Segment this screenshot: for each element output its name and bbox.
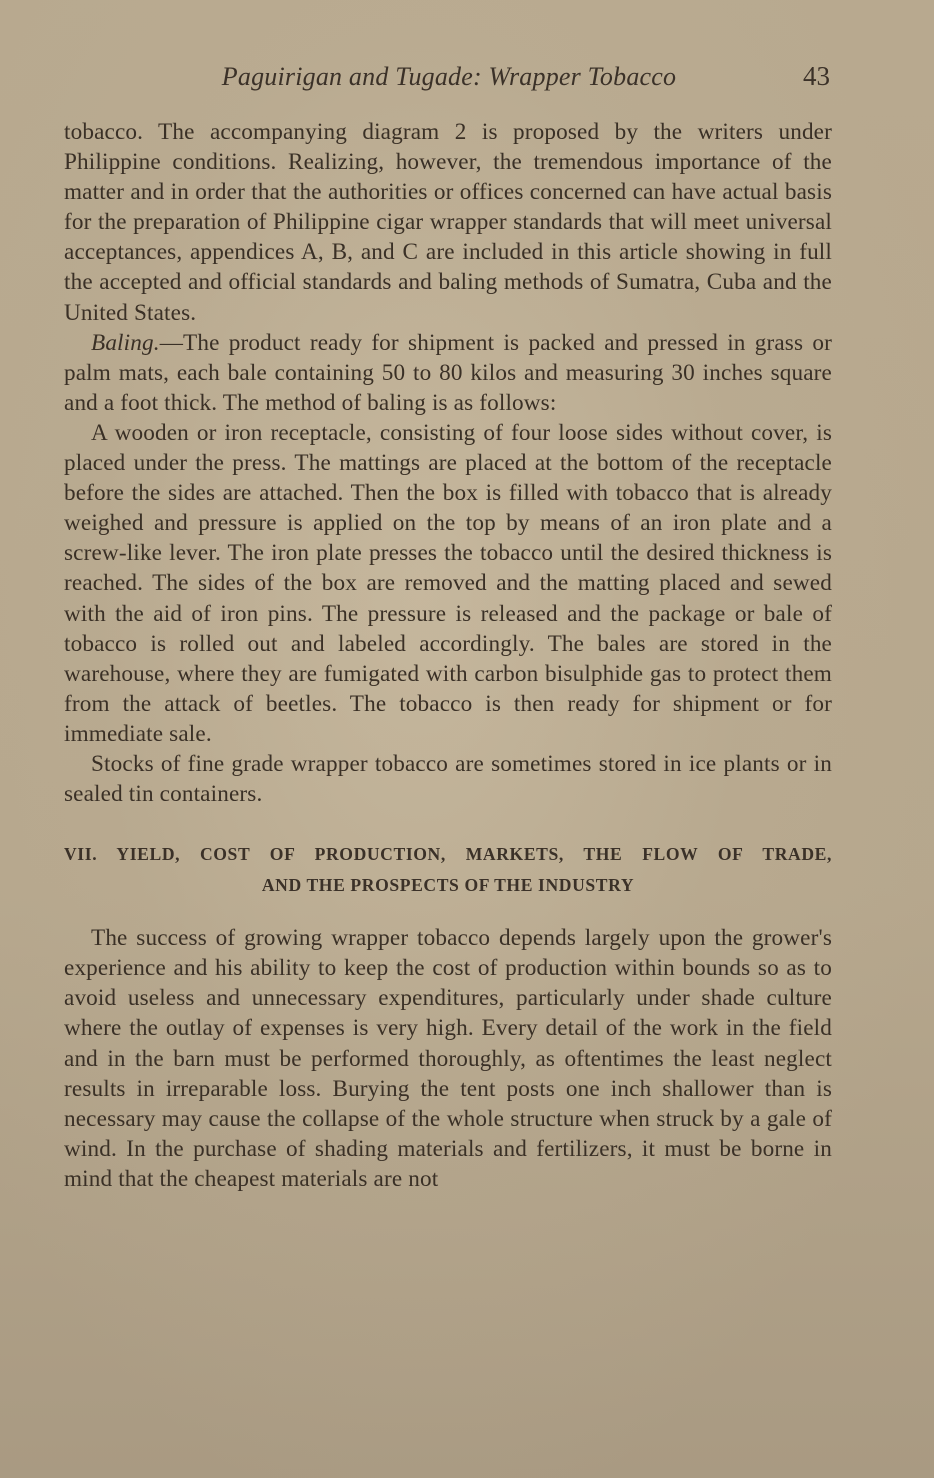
- running-head: [64, 56, 834, 100]
- body-text: [64, 117, 832, 1194]
- running-title: Paguirigan and Tugade: Wrapper Tobacco: [221, 62, 677, 91]
- paragraph-success: The success of growing wrapper tobacco depends largely upon the grower's experience and his ability to keep the cost of production within bounds so as to avoid useless and unnecessary expenditures, particularly under shade culture where the outlay of expenses is very high. Every detail of the work in the field and in the barn must be performed thoroughly, as oftentimes the least neglect results in irreparable loss. Burying the tent posts one inch shallower than is necessary may cause the collapse of the whole structure when struck by a gale of wind. In the purchase of shading materials and fertilizers, it must be borne in mind that the cheapest materials are not: [64, 925, 832, 1192]
- section-heading: [64, 839, 832, 901]
- run-in-heading: Baling.: [91, 329, 160, 356]
- page-number: 43: [803, 61, 830, 91]
- section-heading-line-1: VII. YIELD, COST OF PRODUCTION, MARKETS, THE FLOW OF TRADE,: [64, 844, 832, 865]
- paragraph-stocks: Stocks of fine grade wrapper tobacco are sometimes stored in ice plants or in sealed tin containers.: [64, 750, 832, 808]
- paragraph-receptacle: A wooden or iron receptacle, consisting of four loose sides without cover, is placed under the press. The mattings are placed at the bottom of the receptacle before the sides are attached. Then the box is filled with tobacco that is already weighed and pressure is applied on the top by means of an iron plate and a screw-like lever. The iron plate presses the tobacco until the desired thickness is reached. The sides of the box are removed and the matting placed and sewed with the aid of iron pins. The pressure is released and the package or bale of tobacco is rolled out and labeled accordingly. The bales are stored in the warehouse, where they are fumigated with carbon bisulphide gas to protect them from the attack of beetles. The tobacco is then ready for shipment or for immediate sale.: [64, 419, 832, 747]
- paragraph-continuation: tobacco. The accompanying diagram 2 is proposed by the writers under Philippine conditions. Realizing, however, the tremendous importance of the matter and in order that the authorities or offices concerned can have actual basis for the preparation of Philippine cigar wrapper standards that will meet universal acceptances, appendices A, B, and C are included in this article showing in full the accepted and official standards and baling methods of Sumatra, Cuba and the United States.: [64, 119, 832, 326]
- paragraph-baling: [64, 328, 832, 418]
- paragraph-text: —The product ready for shipment is packed and pressed in grass or palm mats, each bale containing 50 to 80 kilos and measuring 30 inches square and a foot thick. The method of baling is as follows:: [64, 329, 832, 416]
- section-heading-line-2: AND THE PROSPECTS OF THE INDUSTRY: [261, 875, 635, 896]
